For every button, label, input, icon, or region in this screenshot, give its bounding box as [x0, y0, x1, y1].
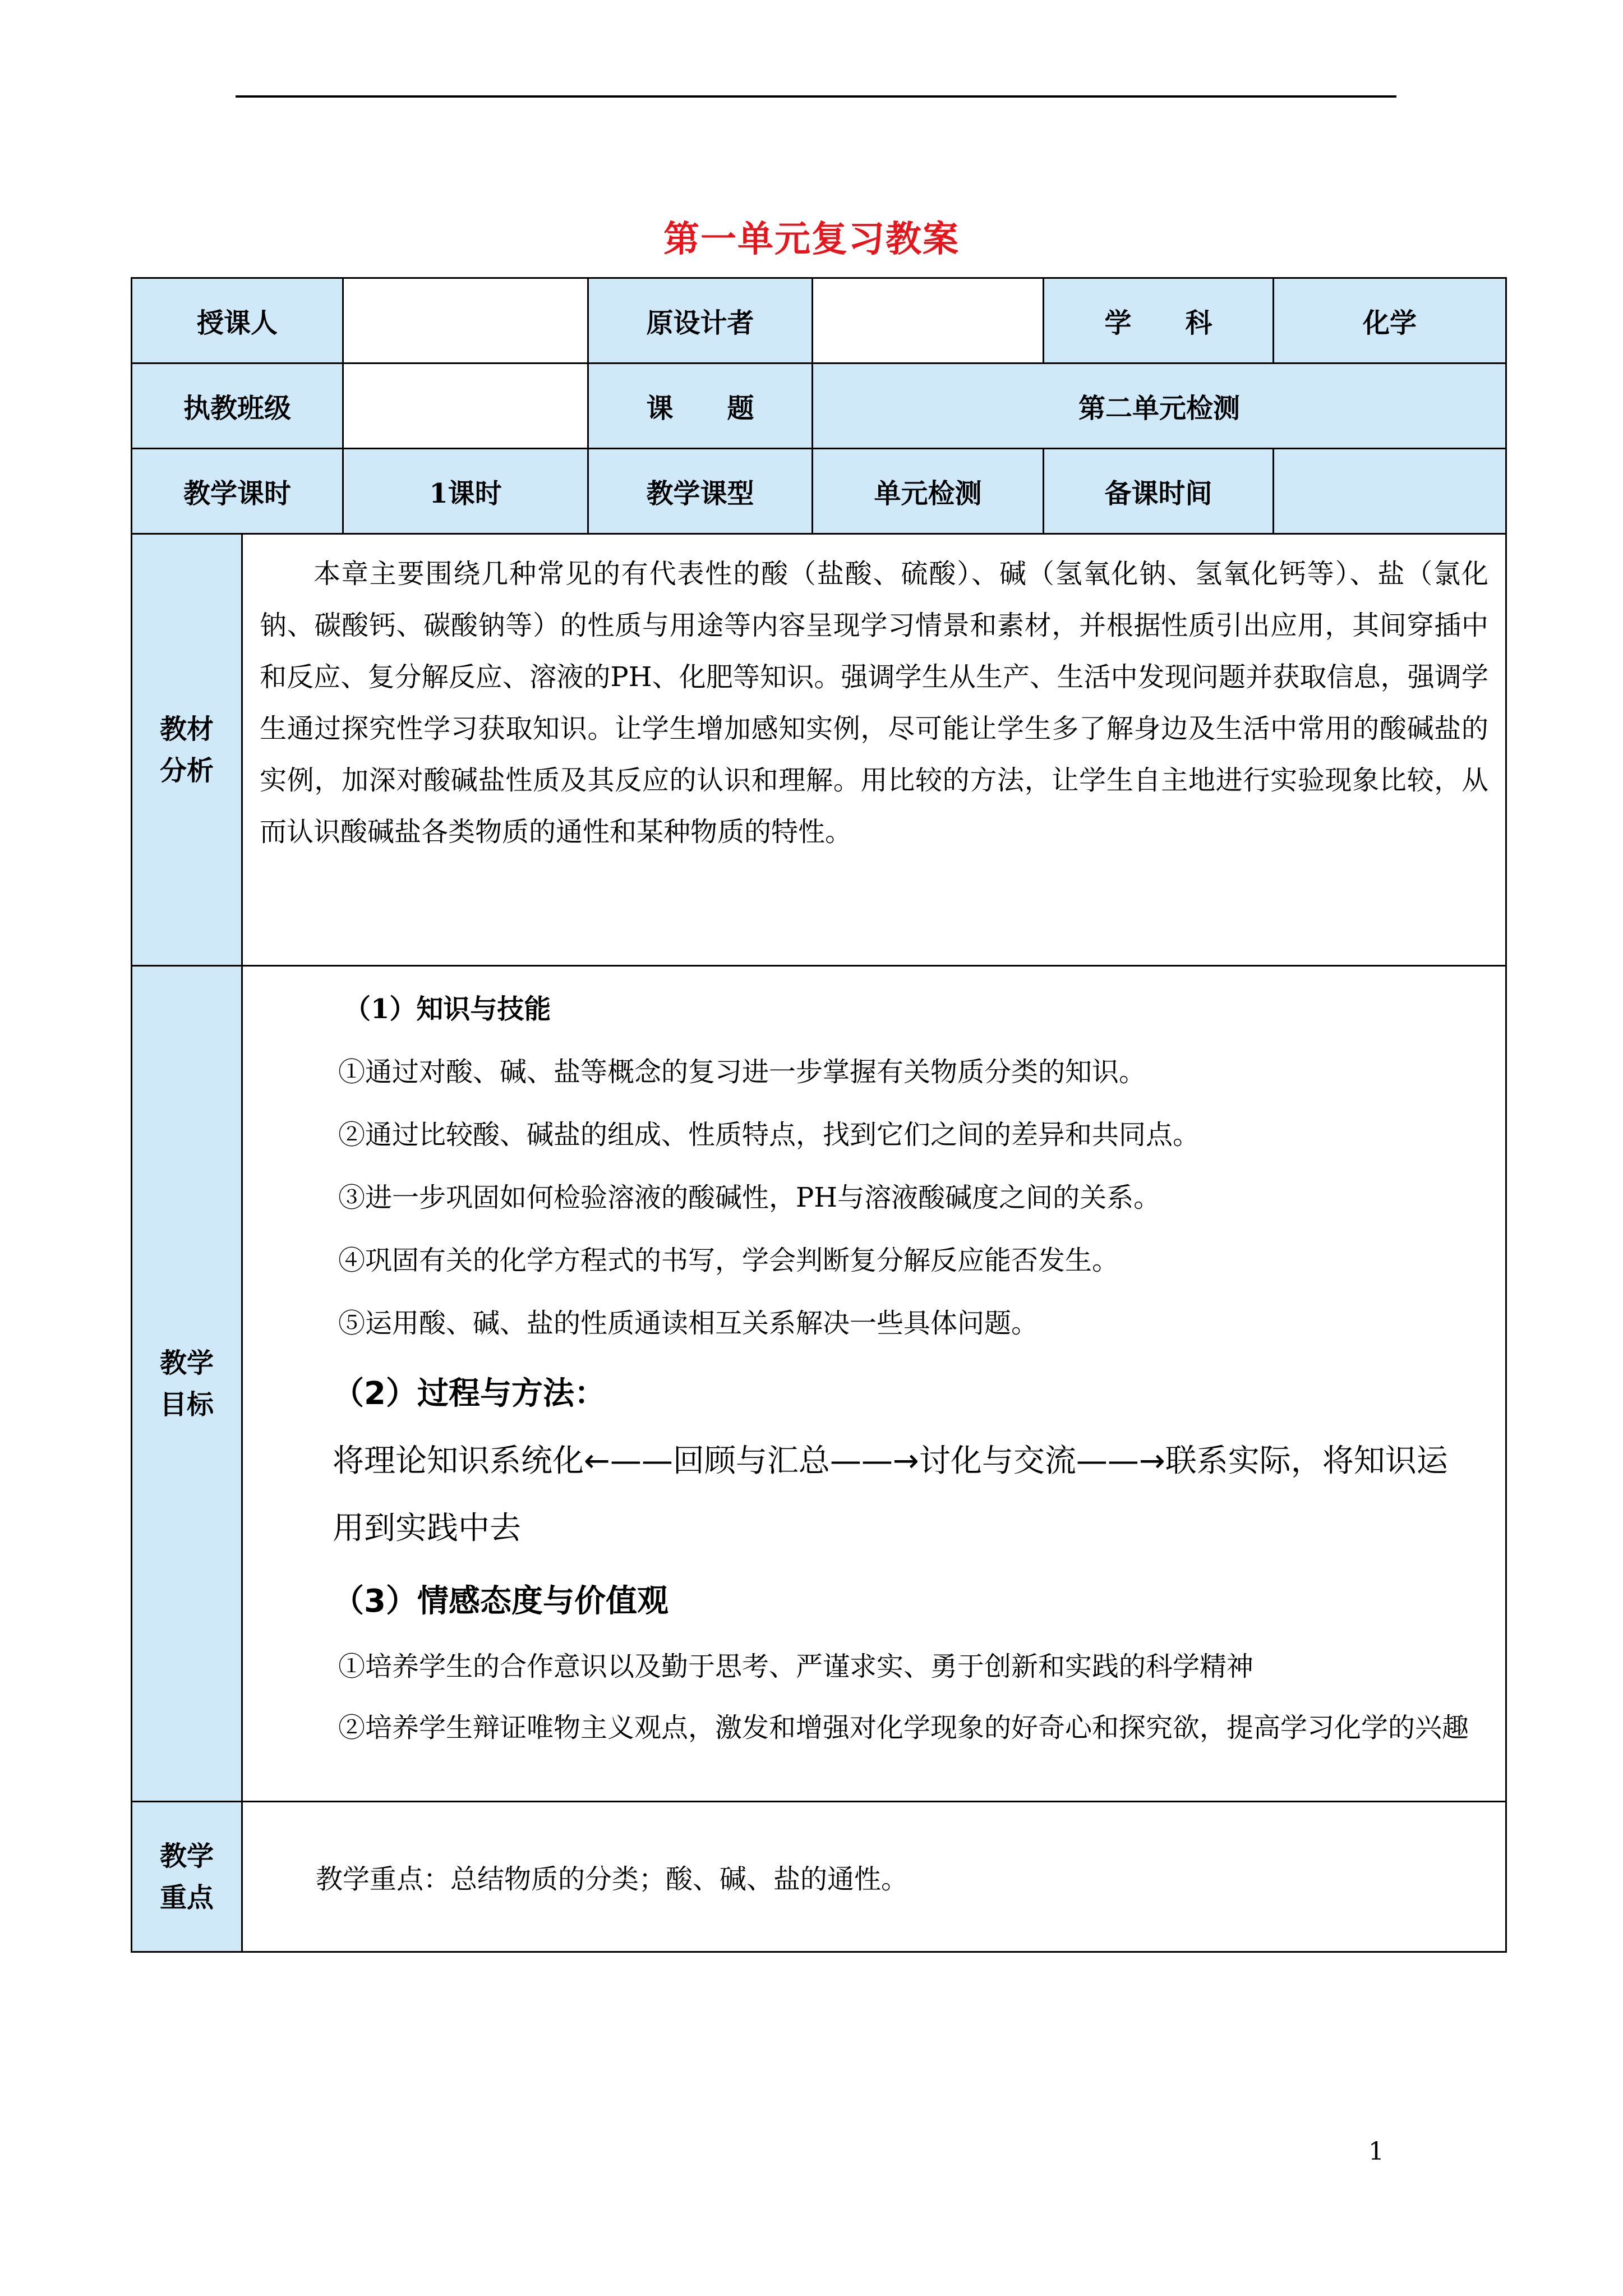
- process-heading: （2）过程与方法：: [333, 1375, 606, 1412]
- page-number: 1: [1368, 2137, 1384, 2166]
- knowledge-heading: （1）知识与技能: [344, 993, 551, 1025]
- designer-label: 原设计者: [588, 278, 813, 364]
- class-value: [343, 364, 588, 449]
- focus-label-line1: 教学: [159, 1840, 214, 1872]
- focus-label: [132, 1802, 242, 1952]
- designer-value: [813, 278, 1044, 364]
- topic-label: 课 题: [588, 364, 813, 449]
- objectives-row: [132, 966, 1506, 1802]
- hours-label: 教学课时: [132, 449, 343, 534]
- knowledge-item: ⑤运用酸、碱、盐的性质通读相互关系解决一些具体问题。: [338, 1308, 1039, 1339]
- analysis-label-line1: 教材: [159, 713, 214, 745]
- analysis-text: 本章主要围绕几种常见的有代表性的酸（盐酸、硫酸）、碱（氢氧化钠、氢氧化钙等）、盐（氯化钠、碳酸钙、碳酸钠等）的性质与用途等内容呈现学习情景和素材，并根据性质引出应用，其间穿插中和反应、复分解反应、溶液的PH、化肥等知识。强调学生从生产、生活中发现问题并获取信息，强调学生通过探究性学习获取知识。让学生增加感知实例，尽可能让学生多了解身边及生活中常用的酸碱盐的实例，加深对酸碱盐性质及其反应的认识和理解。用比较的方法，让学生自主地进行实验现象比较，从而认识酸碱盐各类物质的通性和某种物质的特性。: [260, 558, 1489, 848]
- knowledge-item: ④巩固有关的化学方程式的书写，学会判断复分解反应能否发生。: [338, 1245, 1119, 1276]
- type-value: 单元检测: [813, 449, 1044, 534]
- class-label: 执教班级: [132, 364, 343, 449]
- hours-value: 1课时: [343, 449, 588, 534]
- focus-text: 教学重点：总结物质的分类；酸、碱、盐的通性。: [316, 1864, 909, 1895]
- lecturer-value: [343, 278, 588, 364]
- analysis-label: [132, 534, 242, 966]
- objectives-label-line1: 教学: [159, 1347, 214, 1379]
- type-label: 教学课型: [588, 449, 813, 534]
- emotion-heading: （3）情感态度与价值观: [333, 1583, 668, 1619]
- knowledge-item: ①通过对酸、碱、盐等概念的复习进一步掌握有关物质分类的知识。: [338, 1056, 1146, 1088]
- analysis-content: [242, 534, 1506, 966]
- info-row-3: [132, 449, 1506, 534]
- emotion-item: ①培养学生的合作意识以及勤于思考、严谨求实、勇于创新和实践的科学精神: [338, 1651, 1254, 1682]
- prep-value: [1274, 449, 1506, 534]
- knowledge-item: ②通过比较酸、碱盐的组成、性质特点，找到它们之间的差异和共同点。: [338, 1119, 1200, 1151]
- lecturer-label: 授课人: [132, 278, 343, 364]
- focus-row: [132, 1802, 1506, 1952]
- objectives-content: [242, 966, 1506, 1802]
- objectives-label: [132, 966, 242, 1802]
- focus-label-line2: 重点: [159, 1881, 214, 1913]
- knowledge-item: ③进一步巩固如何检验溶液的酸碱性，PH与溶液酸碱度之间的关系。: [338, 1182, 1161, 1213]
- lesson-plan-table: [131, 277, 1507, 1953]
- subject-value: 化学: [1274, 278, 1506, 364]
- header-rule: [236, 95, 1396, 98]
- emotion-item: ②培养学生辩证唯物主义观点，激发和增强对化学现象的好奇心和探究欲，提高学习化学的兴趣: [338, 1712, 1469, 1743]
- analysis-row: [132, 534, 1506, 966]
- page-title: 第一单元复习教案: [663, 218, 960, 260]
- analysis-label-line2: 分析: [159, 754, 214, 786]
- prep-label: 备课时间: [1044, 449, 1274, 534]
- objectives-label-line2: 目标: [159, 1388, 214, 1420]
- subject-label: 学 科: [1044, 278, 1274, 364]
- info-row-1: [132, 278, 1506, 364]
- topic-value: 第二单元检测: [813, 364, 1506, 449]
- process-text: 将理论知识系统化←——回顾与汇总——→讨化与交流——→联系实际，将知识运用到实践中去: [333, 1443, 1448, 1547]
- info-row-2: [132, 364, 1506, 449]
- focus-content: [242, 1802, 1506, 1952]
